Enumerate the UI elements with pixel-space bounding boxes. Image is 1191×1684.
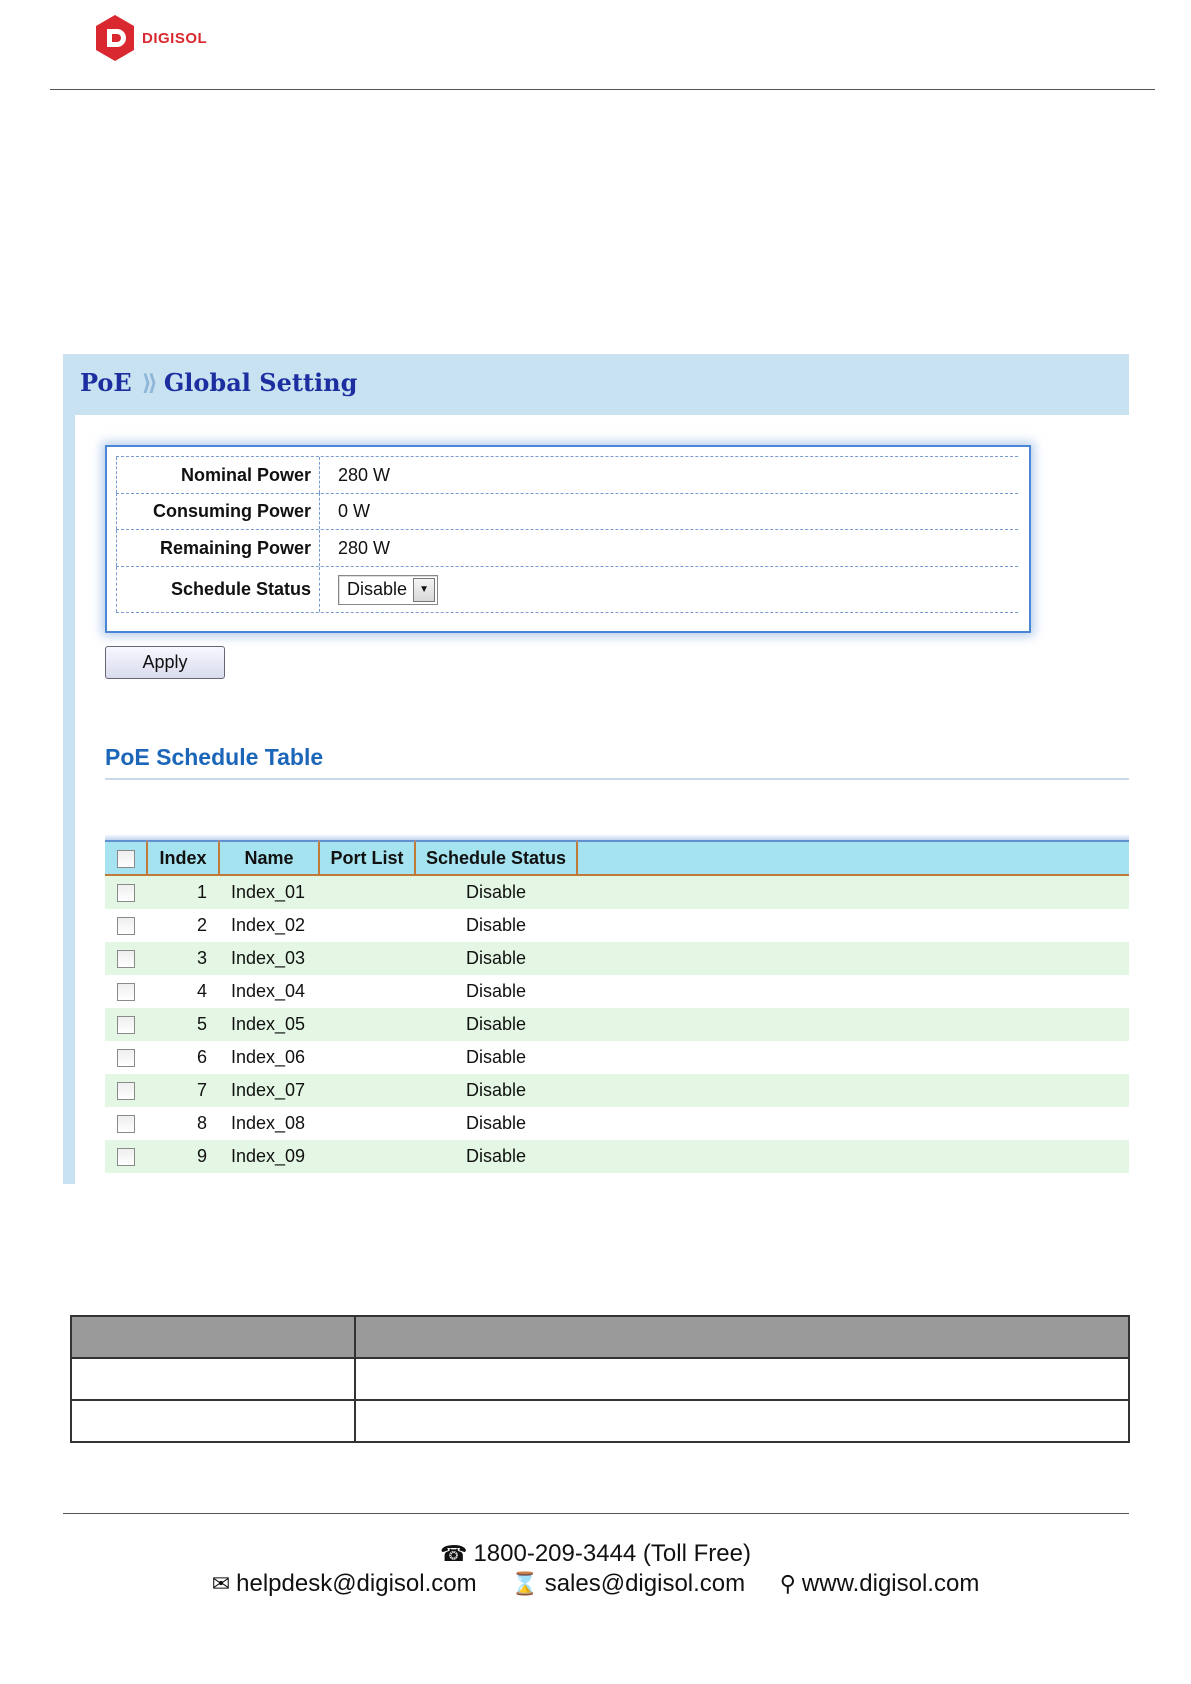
row-checkbox-cell — [105, 942, 147, 975]
row-checkbox[interactable] — [117, 1115, 135, 1133]
row-port-list — [319, 1107, 415, 1140]
schedule-status-cell — [338, 567, 438, 612]
row-name: Index_08 — [219, 1107, 319, 1140]
row-status: Disable — [415, 1107, 577, 1140]
footer-helpdesk-item — [212, 1570, 477, 1597]
row-filler — [577, 1140, 1129, 1173]
footer-phone: 1800-209-3444 (Toll Free) — [473, 1540, 751, 1567]
footer-website[interactable]: www.digisol.com — [801, 1570, 980, 1597]
footer-helpdesk[interactable]: helpdesk@digisol.com — [236, 1570, 477, 1597]
footer-website-item — [780, 1570, 980, 1597]
apply-button[interactable]: Apply — [105, 646, 225, 679]
digisol-logo — [94, 14, 207, 62]
table-row[interactable] — [105, 1074, 1129, 1107]
row-port-list — [319, 975, 415, 1008]
row-filler — [577, 1041, 1129, 1074]
row-filler — [577, 875, 1129, 909]
table-row[interactable] — [105, 1140, 1129, 1173]
column-header-filler — [577, 841, 1129, 875]
row-name: Index_09 — [219, 1140, 319, 1173]
row-name: Index_06 — [219, 1041, 319, 1074]
row-checkbox[interactable] — [117, 983, 135, 1001]
footer-phone-line — [0, 1540, 1191, 1568]
footer-contacts-line — [0, 1570, 1191, 1598]
row-status: Disable — [415, 875, 577, 909]
description-cell — [355, 1400, 1129, 1442]
column-header-name[interactable]: Name — [219, 841, 319, 875]
description-cell — [71, 1358, 355, 1400]
consuming-power-row — [116, 493, 1018, 530]
row-name: Index_01 — [219, 875, 319, 909]
consuming-power-label: Consuming Power — [116, 493, 320, 529]
row-status: Disable — [415, 1140, 577, 1173]
description-table-row — [71, 1400, 1129, 1442]
row-port-list — [319, 1008, 415, 1041]
table-shadow — [105, 834, 1129, 842]
brand-name: DIGISOL — [142, 29, 208, 47]
row-index: 3 — [147, 942, 219, 975]
row-index: 2 — [147, 909, 219, 942]
row-checkbox[interactable] — [117, 1148, 135, 1166]
footer-divider — [63, 1513, 1129, 1514]
row-status: Disable — [415, 1008, 577, 1041]
globe-icon: ⚲ — [779, 1571, 796, 1596]
description-table-header — [71, 1316, 1129, 1358]
schedule-status-select[interactable] — [338, 575, 438, 605]
digisol-logo-icon — [94, 14, 136, 62]
select-all-header — [105, 841, 147, 875]
schedule-status-label: Schedule Status — [116, 567, 320, 612]
row-index: 7 — [147, 1074, 219, 1107]
settings-panel — [105, 445, 1031, 633]
row-checkbox-cell — [105, 1008, 147, 1041]
row-checkbox-cell — [105, 1107, 147, 1140]
row-index: 4 — [147, 975, 219, 1008]
breadcrumb-separator-icon: ⟩⟩ — [141, 369, 154, 396]
schedule-status-row — [116, 567, 1018, 613]
row-checkbox-cell — [105, 875, 147, 909]
schedule-table-title: PoE Schedule Table — [105, 744, 324, 770]
description-cell — [355, 1358, 1129, 1400]
description-cell — [71, 1400, 355, 1442]
table-row[interactable] — [105, 875, 1129, 909]
description-table-row — [71, 1358, 1129, 1400]
row-filler — [577, 1008, 1129, 1041]
row-status: Disable — [415, 942, 577, 975]
remaining-power-value: 280 W — [338, 537, 391, 558]
nominal-power-row — [116, 456, 1018, 494]
row-filler — [577, 1074, 1129, 1107]
row-port-list — [319, 909, 415, 942]
row-filler — [577, 1107, 1129, 1140]
table-header-row — [105, 841, 1129, 875]
footer-sales-item — [511, 1570, 745, 1597]
schedule-status-selected: Disable — [347, 579, 408, 599]
row-checkbox[interactable] — [117, 917, 135, 935]
row-port-list — [319, 1140, 415, 1173]
row-index: 9 — [147, 1140, 219, 1173]
table-row[interactable] — [105, 909, 1129, 942]
row-filler — [577, 942, 1129, 975]
schedule-table-container — [105, 840, 1129, 1173]
consuming-power-value: 0 W — [338, 500, 371, 521]
row-port-list — [319, 942, 415, 975]
row-index: 5 — [147, 1008, 219, 1041]
row-port-list — [319, 1041, 415, 1074]
row-index: 1 — [147, 875, 219, 909]
row-checkbox[interactable] — [117, 950, 135, 968]
row-status: Disable — [415, 975, 577, 1008]
page-title: Global Setting — [163, 368, 358, 397]
row-name: Index_05 — [219, 1008, 319, 1041]
description-table — [70, 1315, 1130, 1443]
row-port-list — [319, 1074, 415, 1107]
row-filler — [577, 909, 1129, 942]
row-checkbox[interactable] — [117, 1016, 135, 1034]
row-checkbox-cell — [105, 1140, 147, 1173]
poe-global-setting-screenshot — [63, 354, 1129, 1184]
schedule-table — [105, 840, 1129, 1173]
row-status: Disable — [415, 909, 577, 942]
row-name: Index_02 — [219, 909, 319, 942]
chevron-down-icon[interactable]: ▼ — [413, 578, 435, 602]
row-filler — [577, 975, 1129, 1008]
table-row[interactable] — [105, 1008, 1129, 1041]
remaining-power-row — [116, 530, 1018, 567]
remaining-power-label: Remaining Power — [116, 530, 320, 566]
column-header-port-list[interactable]: Port List — [319, 841, 415, 875]
table-row[interactable] — [105, 1041, 1129, 1074]
left-border-strip — [63, 415, 75, 1184]
row-index: 8 — [147, 1107, 219, 1140]
nominal-power-value: 280 W — [338, 464, 391, 485]
phone-icon: ☎ — [440, 1541, 468, 1566]
select-all-checkbox[interactable] — [117, 850, 135, 868]
row-checkbox[interactable] — [117, 1049, 135, 1067]
hourglass-icon: ⌛ — [511, 1571, 539, 1596]
breadcrumb — [80, 368, 357, 397]
description-header-cell — [355, 1316, 1129, 1358]
row-checkbox[interactable] — [117, 884, 135, 902]
row-checkbox-cell — [105, 1041, 147, 1074]
schedule-title-divider — [105, 778, 1129, 780]
column-header-schedule-status[interactable]: Schedule Status — [415, 841, 577, 875]
table-row[interactable] — [105, 975, 1129, 1008]
row-name: Index_03 — [219, 942, 319, 975]
row-status: Disable — [415, 1074, 577, 1107]
table-row[interactable] — [105, 1107, 1129, 1140]
mail-icon: ✉ — [211, 1571, 231, 1596]
row-name: Index_04 — [219, 975, 319, 1008]
row-port-list — [319, 875, 415, 909]
row-checkbox-cell — [105, 975, 147, 1008]
breadcrumb-section[interactable]: PoE — [80, 368, 132, 397]
table-row[interactable] — [105, 942, 1129, 975]
row-status: Disable — [415, 1041, 577, 1074]
row-index: 6 — [147, 1041, 219, 1074]
column-header-index[interactable]: Index — [147, 841, 219, 875]
row-checkbox-cell — [105, 909, 147, 942]
description-header-cell — [71, 1316, 355, 1358]
row-checkbox[interactable] — [117, 1082, 135, 1100]
header-divider — [50, 89, 1155, 90]
footer-sales[interactable]: sales@digisol.com — [544, 1570, 746, 1597]
row-name: Index_07 — [219, 1074, 319, 1107]
nominal-power-label: Nominal Power — [116, 457, 320, 493]
page-header — [63, 354, 1129, 415]
row-checkbox-cell — [105, 1074, 147, 1107]
